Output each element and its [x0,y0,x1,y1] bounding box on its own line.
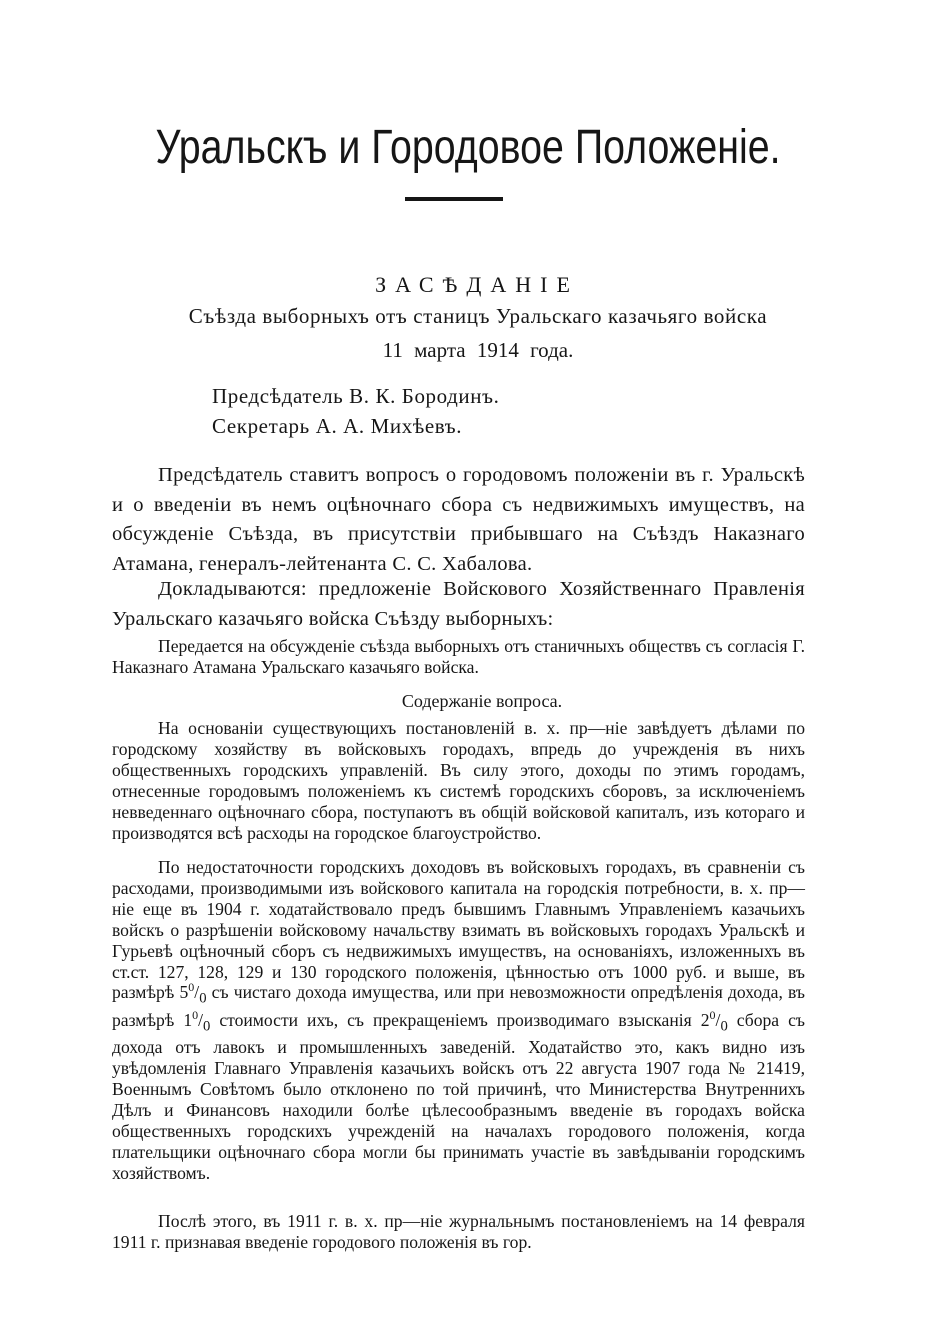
title-divider [405,197,503,201]
paragraph-existing-regulations [112,718,805,843]
percent-slash: / [715,1009,721,1030]
percent-sub: 0 [199,990,207,1007]
paragraph-text: На основаніи существующихъ постановленій в. х. пр—ніе завѣдуетъ дѣлами по городскому хозяйству въ войсковыхъ городахъ, впредь до учрежденія въ нихъ общественныхъ городскихъ управленій. Въ силу этого, доходы по этимъ городамъ, отнесенные городовымъ положеніемъ къ системѣ городскихъ сборовъ, за исключеніемъ невведеннаго оцѣночнаго сбора, поступаютъ въ общій войсковой капиталъ, изъ котораго и производятся всѣ расходы на городское благоустройство. [112,718,805,843]
paragraph-text: Докладываются: предложеніе Войскового Хозяйственнаго Правленія Уральскаго казачьяго войска Съѣзду выборныхъ: [112,578,805,630]
percent-sup: 0 [709,1008,716,1022]
paragraph-text: Послѣ этого, въ 1911 г. в. х. пр—ніе журнальнымъ постановленіемъ на 14 февраля 1911 г. признавая введеніе городового положенія въ гор. [112,1211,805,1252]
date-line: 11 марта 1914 года. [382,338,574,362]
paragraph-text [112,857,805,1184]
percent-sub: 0 [720,1018,728,1035]
paragraph-transmitted [112,636,805,678]
content-heading: Содержаніе вопроса. [401,691,563,711]
session-heading: ЗАСѢДАНІЕ [375,272,579,297]
paragraph-text: Предсѣдатель ставитъ вопросъ о городовомъ положеніи въ г. Уральскѣ и о введеніи въ немъ оцѣночнаго сбора съ недвижимыхъ имуществъ, на обсужденіе Съѣзда, въ присутствіи прибывшаго на Съѣздъ Наказнаго Атамана, генералъ-лейтенанта С. С. Хабалова. [112,464,805,575]
secretary-line: Секретарь А. А. Михѣевъ. [212,414,463,438]
percent-slash: / [194,982,200,1003]
document-title: Уральскъ и Городовое Положеніе. [155,121,781,174]
paragraph-segment: По недостаточности городскихъ доходовъ въ войсковыхъ городахъ, въ сравненіи съ расходами, производимыми изъ войскового капитала на городскія потребности, в. х. пр—ніе еще въ 1904 г. ходатайствовало предъ бывшимъ Главнымъ Управленіемъ казачьихъ войскъ о разрѣшеніи войсковому начальству взимать въ войсковыхъ городахъ Уральскѣ и Гурьевѣ оцѣночный сборъ съ недвижимыхъ имуществъ, на основаніяхъ, изложенныхъ въ ст.ст. 127, 128, 129 и 130 городского положенія, цѣнностью отъ 1000 руб. и выше, въ размѣрѣ 5 [112,857,805,1003]
paragraph-segment: сбора съ дохода отъ лавокъ и промышленныхъ заведеній. Ходатайство это, какъ видно изъ увѣдомленія Главнаго Управленія казачьихъ войскъ отъ 22 августа 1907 года № 21419, Военнымъ Совѣтомъ было отклонено по той причинѣ, что Министерства Внутреннихъ Дѣлъ и Финансовъ находили болѣе цѣлесообразнымъ введеніе въ городахъ войска общественныхъ городскихъ учрежденій на началахъ городового положенія, когда плательщики оцѣночнаго сбора могли бы принимать участіе въ завѣдываніи городскимъ хозяйствомъ. [112,1009,806,1183]
paragraph-after-this [112,1211,805,1253]
percent-sup: 0 [188,980,195,995]
paragraph-segment: съ чистаго дохода имущества, или при невозможности опредѣленія дохода, въ размѣрѣ 1 [112,982,805,1030]
paragraph-insufficient-revenue [112,857,805,1184]
paragraph-chairman-question [112,461,805,579]
percent-sup: 0 [192,1008,199,1022]
congress-line: Съѣзда выборныхъ отъ станицъ Уральскаго казачьяго войска [188,304,768,328]
paragraph-reports [112,575,805,634]
percent-slash: / [198,1009,204,1030]
paragraph-segment: стоимости ихъ, съ прекращеніемъ производимаго взысканія 2 [210,1009,710,1030]
chairman-line: Предсѣдатель В. К. Бородинъ. [212,384,500,408]
paragraph-text: Передается на обсужденіе съѣзда выборныхъ отъ станичныхъ обществъ съ согласія Г. Наказнаго Атамана Уральскаго казачьяго войска. [112,636,805,677]
percent-sub: 0 [203,1018,211,1035]
